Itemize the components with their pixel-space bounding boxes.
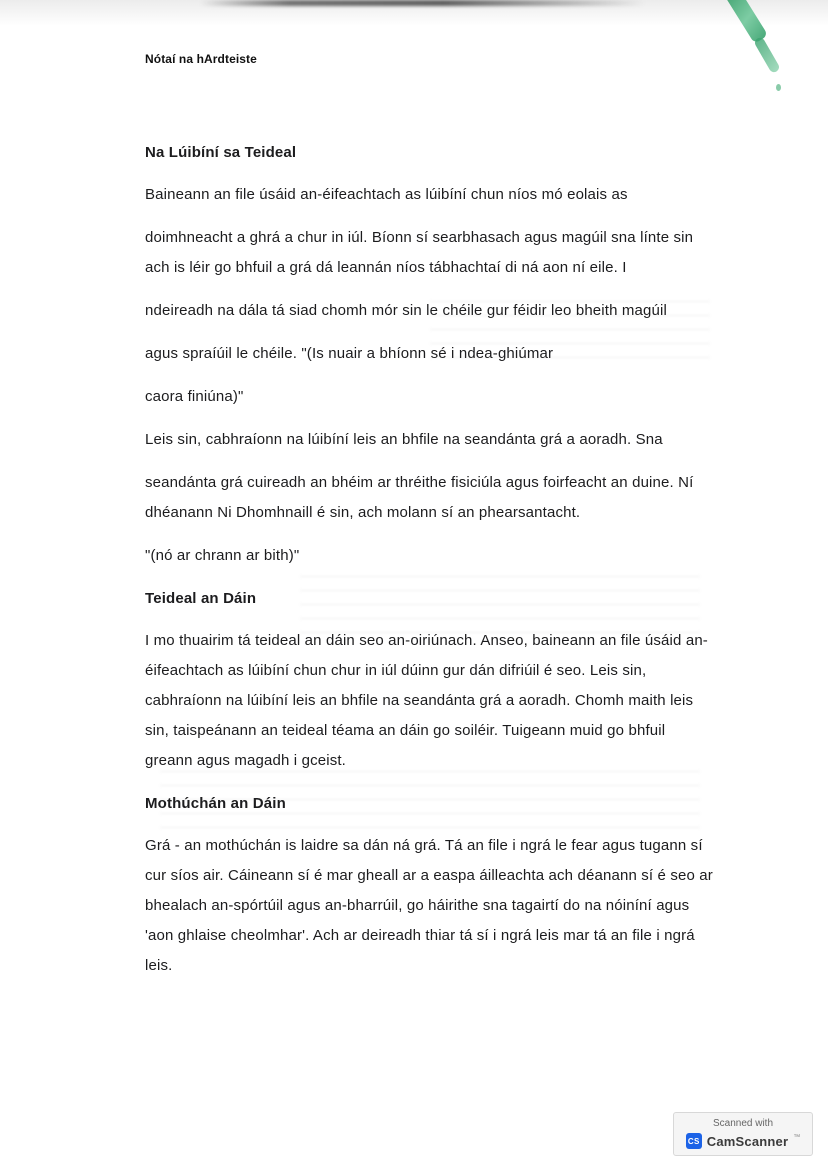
paragraph: ndeireadh na dála tá siad chomh mór sin le chéile gur féidir leo bheith magúil (145, 302, 667, 319)
paragraph: Grá - an mothúchán is laidre sa dán ná grá. Tá an file i ngrá le fear agus tugann sí cur síos air. Cáineann sí é mar gheall ar a easpa áilleachta ach déanann sí é seo ar bhealach an-spórtúil agus an-bharrúil, go háirithe sna tagairtí do na nóiníní agus 'aon ghlaise cheolmhar'. Ach ar deireadh thiar tá sí i ngrá leis mar tá an file i ngrá leis. (145, 837, 713, 974)
section-heading: Teideal an Dáin (145, 590, 257, 607)
paragraph: seandánta grá cuireadh an bhéim ar thréithe fisiciúla agus foirfeacht an duine. Ní dhéanann Ni Dhomhnaill é sin, ach molann sí an phearsantacht. (145, 474, 694, 521)
camscanner-brand-row (680, 1133, 806, 1149)
paragraph: Baineann an file úsáid an-éifeachtach as lúibíní chun níos mó eolais as (145, 186, 628, 203)
green-pen-corner-mark (720, 0, 790, 102)
camscanner-badge[interactable] (673, 1112, 813, 1156)
paragraph: "(nó ar chrann ar bith)" (145, 547, 300, 564)
scanned-with-label: Scanned with (712, 1118, 774, 1129)
pen-stroke (753, 36, 781, 74)
paragraph: doimhneacht a ghrá a chur in iúl. Bíonn sí searbhasach agus magúil sna línte sin ach is léir go bhfuil a grá dá leannán níos tábhachtaí di ná aon ní eile. I (145, 229, 694, 276)
section-heading: Mothúchán an Dáin (145, 795, 286, 812)
pen-fleck (776, 84, 781, 91)
section-heading: Na Lúibíní sa Teideal (145, 144, 297, 161)
paragraph: Leis sin, cabhraíonn na lúibíní leis an bhfile na seandánta grá a aoradh. Sna (145, 431, 663, 448)
scan-edge-shadow (200, 0, 645, 6)
paragraph: I mo thuairim tá teideal an dáin seo an-oiriúnach. Anseo, baineann an file úsáid an-éifeachtach as lúibíní chun chur in iúl dúinn gur dán difriúil é seo. Leis sin, cabhraíonn na lúibíní leis an bhfile na seandánta grá a aoradh. Chomh maith leis sin, taispeánann an teideal téama an dáin go soiléir. Tuigeann muid go bhfuil greann agus magadh i gceist. (145, 632, 708, 769)
paragraph: caora finiúna)" (145, 388, 244, 405)
trademark-symbol: ™ (793, 1134, 801, 1141)
page-header-note: Nótaí na hArdteiste (145, 52, 257, 66)
paragraph: agus spraíúil le chéile. "(Is nuair a bhíonn sé i ndea-ghiúmar (145, 345, 554, 362)
document-body (145, 138, 717, 994)
camscanner-logo-icon: CS (686, 1133, 702, 1149)
camscanner-brand: CamScanner (706, 1133, 789, 1149)
